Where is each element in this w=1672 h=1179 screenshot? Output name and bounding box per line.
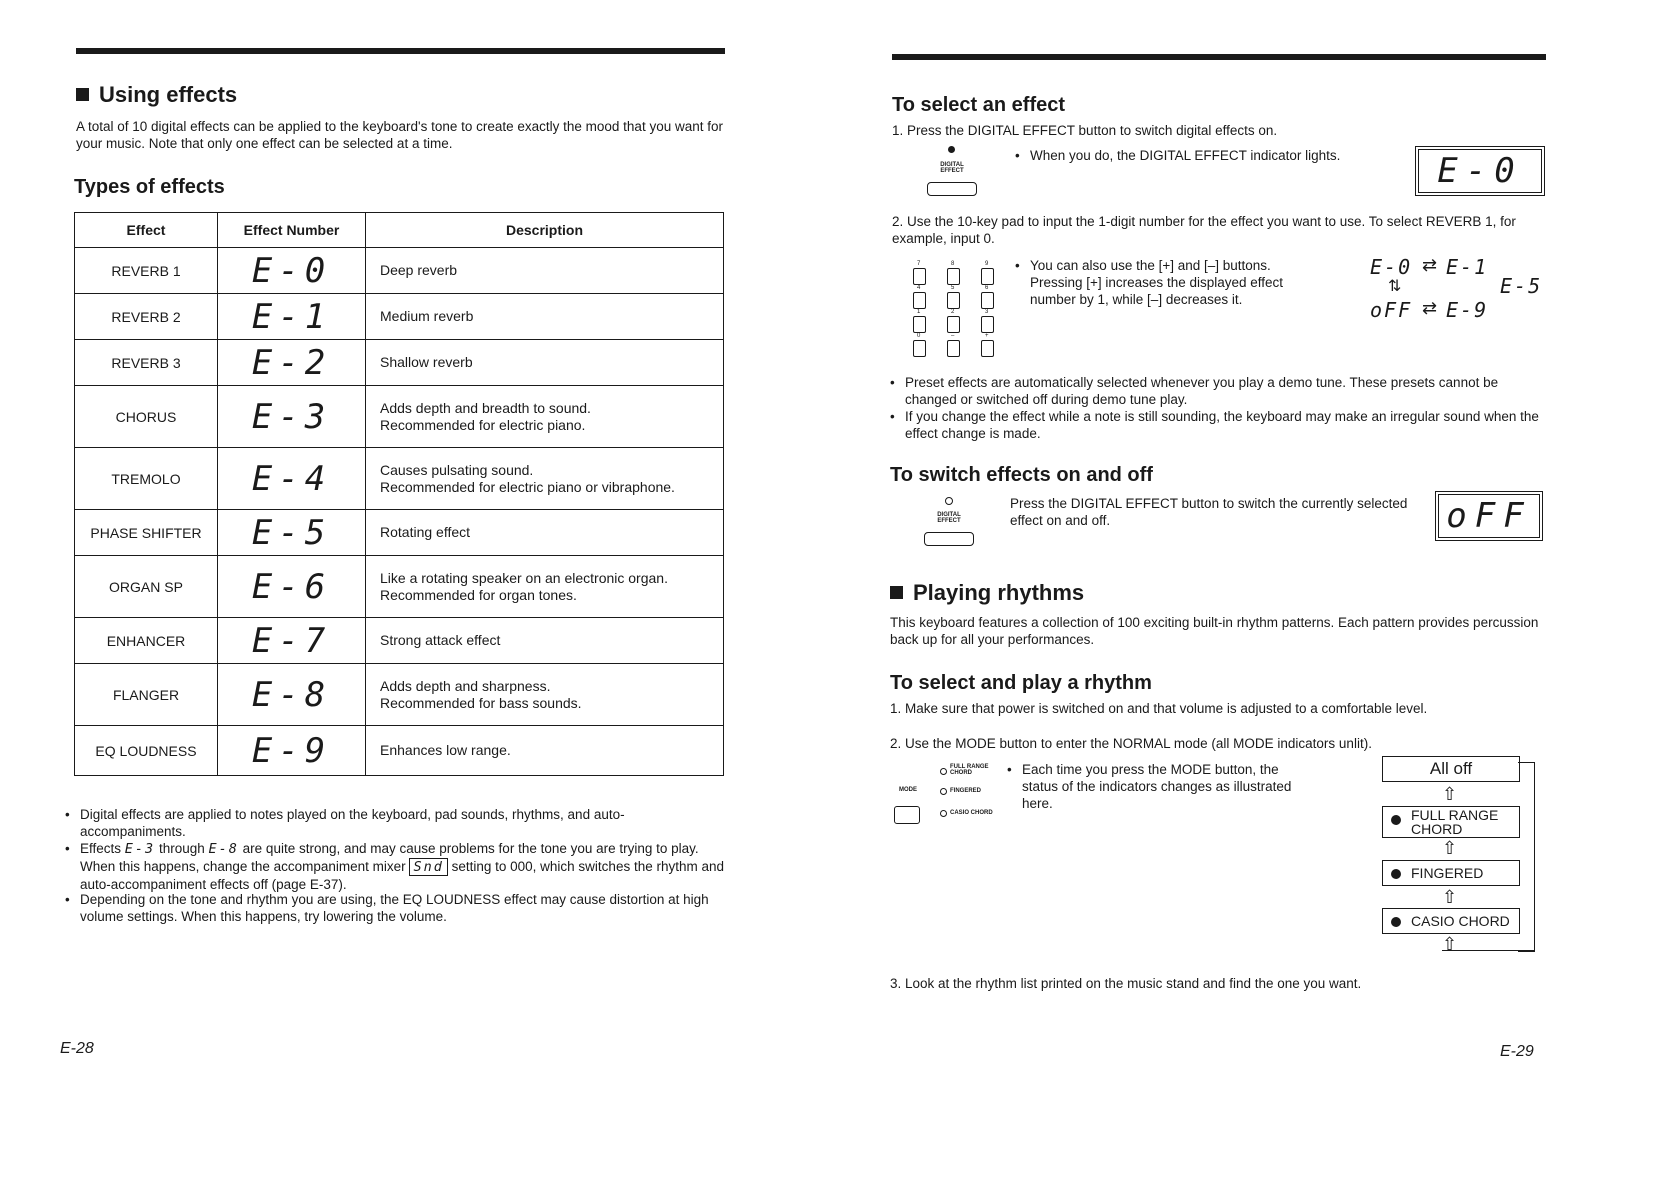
indicator-label: CASIO CHORD (950, 810, 993, 816)
mode-state-casio-chord (1382, 908, 1520, 934)
desc-line-1: Rotating effect (380, 524, 471, 540)
effect-number: E-8 (218, 664, 366, 726)
table-row (75, 248, 724, 294)
swap-arrows-icon: ⇄ (1422, 255, 1438, 275)
desc-line-1: Deep reverb (380, 262, 458, 278)
heading-text: Playing rhythms (913, 580, 1085, 605)
effect-description (366, 726, 724, 776)
digital-effect-button-label: DIGITAL EFFECT (940, 162, 964, 174)
effect-name: ENHANCER (75, 618, 218, 664)
key-label: – (951, 333, 955, 339)
bullet-dot: • (65, 892, 70, 907)
effect-name: FLANGER (75, 664, 218, 726)
bullet-text: Depending on the tone and rhythm you are using, the EQ LOUDNESS effect may cause distortion at high volume settings. When this happens, try lowering the volume. (80, 892, 709, 924)
arrow-up-icon: ⇧ (1442, 838, 1458, 858)
cycle-off: oFF (1370, 298, 1413, 322)
note-bullet-2 (65, 840, 725, 893)
square-bullet-icon (890, 586, 903, 599)
effect-description (366, 386, 724, 448)
desc-line-1: Shallow reverb (380, 354, 473, 370)
mode-state-text: CHORD (1411, 821, 1463, 837)
key-2[interactable] (947, 316, 960, 333)
effect-number: E-3 (218, 386, 366, 448)
inline-lcd-e8: E-8 (208, 841, 239, 857)
table-row (75, 448, 724, 510)
desc-line-1: Strong attack effect (380, 632, 501, 648)
indicator-full-range (940, 768, 947, 775)
note-preset (890, 374, 1545, 408)
key-minus[interactable] (947, 340, 960, 357)
effect-name: ORGAN SP (75, 556, 218, 618)
up-down-arrows-icon: ⇅ (1388, 278, 1402, 295)
note-bullet-1 (65, 806, 725, 840)
lit-indicator-icon (1391, 815, 1401, 825)
section-heading-playing-rhythms (890, 580, 1084, 606)
key-label: 6 (985, 285, 989, 291)
effect-description (366, 618, 724, 664)
mode-state-text: FINGERED (1411, 865, 1484, 881)
col-header-number: Effect Number (218, 213, 366, 248)
effect-name: TREMOLO (75, 448, 218, 510)
desc-line-1: Adds depth and breadth to sound. (380, 399, 591, 416)
bullet-text: Effects (80, 841, 122, 856)
bullet-dot: • (1015, 258, 1020, 273)
cycle-e0: E-0 (1370, 255, 1413, 279)
effect-description (366, 448, 724, 510)
bullet-text: Digital effects are applied to notes played on the keyboard, pad sounds, rhythms, and auto-accompaniments. (80, 807, 625, 839)
desc-line-1: Adds depth and sharpness. (380, 677, 551, 694)
table-row (75, 556, 724, 618)
lit-indicator-icon (1391, 917, 1401, 927)
square-bullet-icon (76, 88, 89, 101)
rhythm-step-1: 1. Make sure that power is switched on and that volume is adjusted to a comfortable level. (890, 701, 1428, 716)
desc-line-1: Enhances low range. (380, 742, 511, 758)
effect-number: E-5 (218, 510, 366, 556)
key-1[interactable] (913, 316, 926, 333)
effect-number: E-0 (218, 248, 366, 294)
effect-name: EQ LOUDNESS (75, 726, 218, 776)
desc-line-2: Recommended for organ tones. (380, 586, 577, 603)
effect-description (366, 294, 724, 340)
effect-number: E-2 (218, 340, 366, 386)
key-7[interactable] (913, 268, 926, 285)
lcd-display-off: oFF (1435, 491, 1543, 541)
rhythm-step-3: 3. Look at the rhythm list printed on the music stand and find the one you want. (890, 976, 1362, 991)
desc-line-2: Recommended for bass sounds. (380, 694, 582, 711)
bullet-dot: • (890, 409, 895, 424)
mode-state-all-off (1382, 756, 1520, 782)
cycle-e1: E-1 (1446, 255, 1489, 279)
key-4[interactable] (913, 292, 926, 309)
key-label: 7 (917, 261, 921, 267)
top-rule-right (892, 54, 1546, 60)
key-label: + (985, 333, 989, 339)
bullet-text: If you change the effect while a note is still sounding, the keyboard may make an irregular sound when the effect change is made. (905, 409, 1539, 441)
step-1-note (1015, 147, 1400, 164)
mode-note (1007, 761, 1307, 812)
col-header-effect: Effect (75, 213, 218, 248)
table-header-row (75, 213, 724, 248)
inline-lcd-snd: Snd (409, 858, 447, 876)
bullet-text: through (158, 841, 205, 856)
top-rule-left (76, 48, 725, 54)
note-irregular (890, 408, 1545, 442)
select-rhythm-heading: To select and play a rhythm (890, 672, 1152, 694)
key-6[interactable] (981, 292, 994, 309)
key-plus[interactable] (981, 340, 994, 357)
effect-description (366, 556, 724, 618)
desc-line-2: Recommended for electric piano or vibraphone. (380, 478, 675, 495)
effect-description (366, 510, 724, 556)
effect-number: E-1 (218, 294, 366, 340)
effect-name: REVERB 3 (75, 340, 218, 386)
mode-state-text: CASIO CHORD (1411, 913, 1510, 929)
effect-number: E-7 (218, 618, 366, 664)
cycle-e5: E-5 (1500, 274, 1543, 298)
table-row (75, 294, 724, 340)
key-9[interactable] (981, 268, 994, 285)
table-row (75, 664, 724, 726)
bullet-dot: • (1015, 148, 1020, 163)
mode-state-text: All off (1429, 759, 1473, 778)
key-8[interactable] (947, 268, 960, 285)
note-bullet-3 (65, 891, 725, 925)
digital-effect-toggle-button[interactable] (924, 532, 974, 546)
indicator-label: FINGERED (950, 788, 982, 794)
col-header-description: Description (366, 213, 724, 248)
inline-lcd-e3: E-3 (124, 841, 156, 857)
indicator-fingered (940, 788, 947, 795)
table-row (75, 726, 724, 776)
intro-paragraph: A total of 10 digital effects can be applied to the keyboard's tone to create exactly the mood that you want for your music. Note that only one effect can be selected at a time. (76, 119, 723, 151)
key-label: 5 (951, 285, 955, 291)
key-label: 8 (951, 261, 955, 267)
indicator-dot-lit (948, 146, 955, 153)
arrow-up-icon: ⇧ (1442, 934, 1458, 954)
lit-indicator-icon (1391, 869, 1401, 879)
key-label: 9 (985, 261, 989, 267)
effect-number: E-4 (218, 448, 366, 510)
bullet-text: When you do, the DIGITAL EFFECT indicator lights. (1030, 148, 1341, 163)
switch-effects-heading: To switch effects on and off (890, 464, 1153, 486)
indicator-label: FULL RANGE CHORD (950, 764, 989, 776)
mode-button[interactable] (894, 806, 920, 824)
rhythm-step-2: 2. Use the MODE button to enter the NORMAL mode (all MODE indicators unlit). (890, 736, 1372, 751)
rhythm-intro: This keyboard features a collection of 100 exciting built-in rhythm patterns. Each pattern provides percussion back up for all your performances. (890, 615, 1539, 647)
effect-number: E-6 (218, 556, 366, 618)
arrow-up-icon: ⇧ (1442, 784, 1458, 804)
lcd-display-e0: E-0 (1415, 146, 1545, 196)
key-label: 4 (917, 285, 921, 291)
bullet-dot: • (65, 807, 70, 822)
effect-description (366, 664, 724, 726)
mode-state-text: FULL RANGE (1411, 807, 1499, 823)
arrow-up-icon: ⇧ (1442, 887, 1458, 907)
table-row (75, 340, 724, 386)
effect-name: PHASE SHIFTER (75, 510, 218, 556)
select-effect-heading: To select an effect (892, 94, 1066, 116)
bullet-text: setting to 000, which switches the rhythm and auto-accompaniment effects off (page E-37). (80, 859, 725, 892)
full-range-label (1411, 807, 1498, 836)
table-row (75, 618, 724, 664)
key-3[interactable] (981, 316, 994, 333)
mode-state-fingered (1382, 860, 1520, 886)
bullet-dot: • (1007, 762, 1012, 777)
mode-button-label: MODE (899, 787, 917, 793)
switch-instructions: Press the DIGITAL EFFECT button to switch the currently selected effect on and off. (1010, 496, 1408, 528)
bullet-text: Each time you press the MODE button, the status of the indicators changes as illustrated here. (1022, 762, 1292, 811)
effect-name: CHORUS (75, 386, 218, 448)
desc-line-1: Like a rotating speaker on an electronic organ. (380, 569, 668, 586)
effect-description (366, 340, 724, 386)
step-1: 1. Press the DIGITAL EFFECT button to switch digital effects on. (892, 123, 1278, 138)
effect-name: REVERB 2 (75, 294, 218, 340)
table-row (75, 510, 724, 556)
heading-text: Using effects (99, 82, 238, 107)
desc-line-1: Causes pulsating sound. (380, 461, 534, 478)
table-row (75, 386, 724, 448)
desc-line-1: Medium reverb (380, 308, 474, 324)
key-0[interactable] (913, 340, 926, 357)
cycle-return-line (1518, 762, 1535, 952)
mode-state-full-range (1382, 806, 1520, 838)
page-number-right: E-29 (1500, 1043, 1534, 1060)
bullet-dot: • (65, 841, 70, 856)
key-label: 2 (951, 309, 955, 315)
indicator-casio-chord (940, 810, 947, 817)
effects-table (74, 212, 724, 776)
key-label: 1 (917, 309, 921, 315)
key-label: 0 (917, 333, 921, 339)
effect-number: E-9 (218, 726, 366, 776)
step-2-note (1015, 257, 1320, 308)
bullet-text: You can also use the [+] and [–] buttons. Pressing [+] increases the displayed effect number by 1, while [–] decreases it. (1030, 258, 1284, 307)
indicator-dot-unlit (945, 497, 953, 505)
types-of-effects-heading: Types of effects (74, 176, 225, 198)
page-number-left: E-28 (60, 1040, 94, 1057)
key-label: 3 (985, 309, 989, 315)
effect-description (366, 248, 724, 294)
swap-arrows-icon: ⇄ (1422, 298, 1438, 318)
section-heading-using-effects (76, 82, 237, 108)
bullet-dot: • (890, 375, 895, 390)
desc-line-2: Recommended for electric piano. (380, 416, 586, 433)
key-5[interactable] (947, 292, 960, 309)
bullet-text: Preset effects are automatically selected whenever you play a demo tune. These presets cannot be changed or switched off during demo tune play. (905, 375, 1499, 407)
cycle-e9: E-9 (1446, 298, 1489, 322)
bullet-text: are quite strong, and may cause problems for the tone you are trying to play. When this happens, change the accompaniment mixer (80, 841, 699, 874)
digital-effect-button[interactable] (927, 182, 977, 196)
digital-effect-button-label: DIGITAL EFFECT (937, 512, 961, 524)
effect-name: REVERB 1 (75, 248, 218, 294)
step-2: 2. Use the 10-key pad to input the 1-digit number for the effect you want to use. To select REVERB 1, for example, input 0. (892, 214, 1516, 246)
